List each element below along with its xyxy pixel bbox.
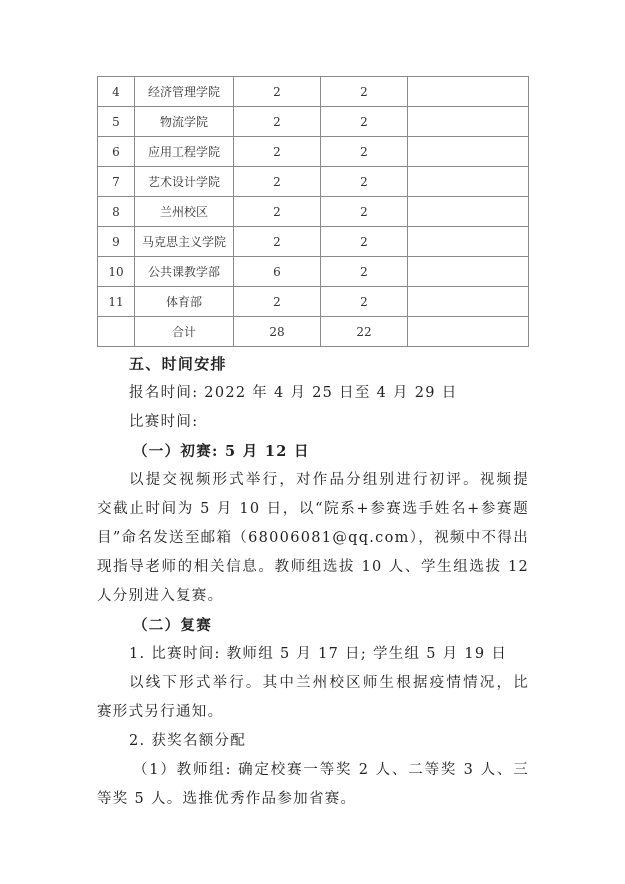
table-row [98, 167, 529, 197]
table-row [98, 257, 529, 287]
prelim-paragraph-line: 交截止时间为 5 月 10 日，以“院系+参赛选手姓名+参赛题 [97, 501, 529, 517]
teacher-quota: 2 [234, 137, 321, 167]
prelim-paragraph-line: 现指导老师的相关信息。教师组选拔 10 人、学生组选拔 12 [97, 559, 529, 575]
teacher-quota: 2 [234, 77, 321, 107]
row-number: 4 [98, 77, 135, 107]
contest-time-label: 比赛时间: [129, 414, 199, 430]
department-name: 兰州校区 [135, 197, 234, 227]
teacher-quota: 2 [234, 227, 321, 257]
note-cell [408, 257, 529, 287]
semifinal-heading: （二）复赛 [133, 617, 212, 634]
total-students: 22 [321, 317, 408, 347]
table-row [98, 287, 529, 317]
semifinal-format-line: 赛形式另行通知。 [97, 704, 224, 720]
teacher-quota: 2 [234, 167, 321, 197]
note-cell [408, 137, 529, 167]
row-number: 10 [98, 257, 135, 287]
teacher-quota: 2 [234, 287, 321, 317]
prelim-paragraph-line: 人分别进入复赛。 [97, 588, 224, 604]
table-row [98, 107, 529, 137]
schedule-section [97, 350, 529, 814]
table-row [98, 227, 529, 257]
prelim-heading: （一）初赛: 5 月 12 日 [133, 443, 310, 460]
student-quota: 2 [321, 257, 408, 287]
table-total-row [98, 317, 529, 347]
note-cell [408, 197, 529, 227]
quota-table [97, 76, 529, 347]
awards-heading: 2. 获奖名额分配 [129, 733, 247, 749]
teacher-awards-line: （1）教师组: 确定校赛一等奖 2 人、二等奖 3 人、三 [133, 762, 529, 778]
registration-time: 报名时间: 2022 年 4 月 25 日至 4 月 29 日 [129, 385, 458, 401]
row-number: 9 [98, 227, 135, 257]
semifinal-time: 1. 比赛时间: 教师组 5 月 17 日; 学生组 5 月 19 日 [129, 646, 508, 662]
teacher-quota: 2 [234, 107, 321, 137]
student-quota: 2 [321, 167, 408, 197]
student-quota: 2 [321, 77, 408, 107]
student-quota: 2 [321, 287, 408, 317]
department-name: 公共课教学部 [135, 257, 234, 287]
row-number: 6 [98, 137, 135, 167]
table-row [98, 77, 529, 107]
semifinal-format-line: 以线下形式举行。其中兰州校区师生根据疫情情况，比 [129, 675, 529, 691]
student-quota: 2 [321, 137, 408, 167]
prelim-paragraph-line: 目”命名发送至邮箱（68006081@qq.com），视频中不得出 [97, 530, 529, 546]
row-number-empty [98, 317, 135, 347]
note-cell [408, 77, 529, 107]
row-number: 5 [98, 107, 135, 137]
total-label: 合计 [135, 317, 234, 347]
note-cell [408, 287, 529, 317]
student-quota: 2 [321, 227, 408, 257]
row-number: 11 [98, 287, 135, 317]
note-cell [408, 317, 529, 347]
note-cell [408, 107, 529, 137]
row-number: 7 [98, 167, 135, 197]
table-row [98, 197, 529, 227]
department-name: 艺术设计学院 [135, 167, 234, 197]
note-cell [408, 167, 529, 197]
department-name: 物流学院 [135, 107, 234, 137]
department-name: 体育部 [135, 287, 234, 317]
row-number: 8 [98, 197, 135, 227]
department-name: 应用工程学院 [135, 137, 234, 167]
teacher-quota: 6 [234, 257, 321, 287]
prelim-paragraph-line: 以提交视频形式举行，对作品分组别进行初评。视频提 [129, 472, 529, 488]
student-quota: 2 [321, 107, 408, 137]
teacher-quota: 2 [234, 197, 321, 227]
total-teachers: 28 [234, 317, 321, 347]
teacher-awards-line: 等奖 5 人。选推优秀作品参加省赛。 [97, 791, 357, 807]
section-heading: 五、时间安排 [129, 355, 227, 373]
student-quota: 2 [321, 197, 408, 227]
department-name: 经济管理学院 [135, 77, 234, 107]
department-name: 马克思主义学院 [135, 227, 234, 257]
note-cell [408, 227, 529, 257]
table-row [98, 137, 529, 167]
